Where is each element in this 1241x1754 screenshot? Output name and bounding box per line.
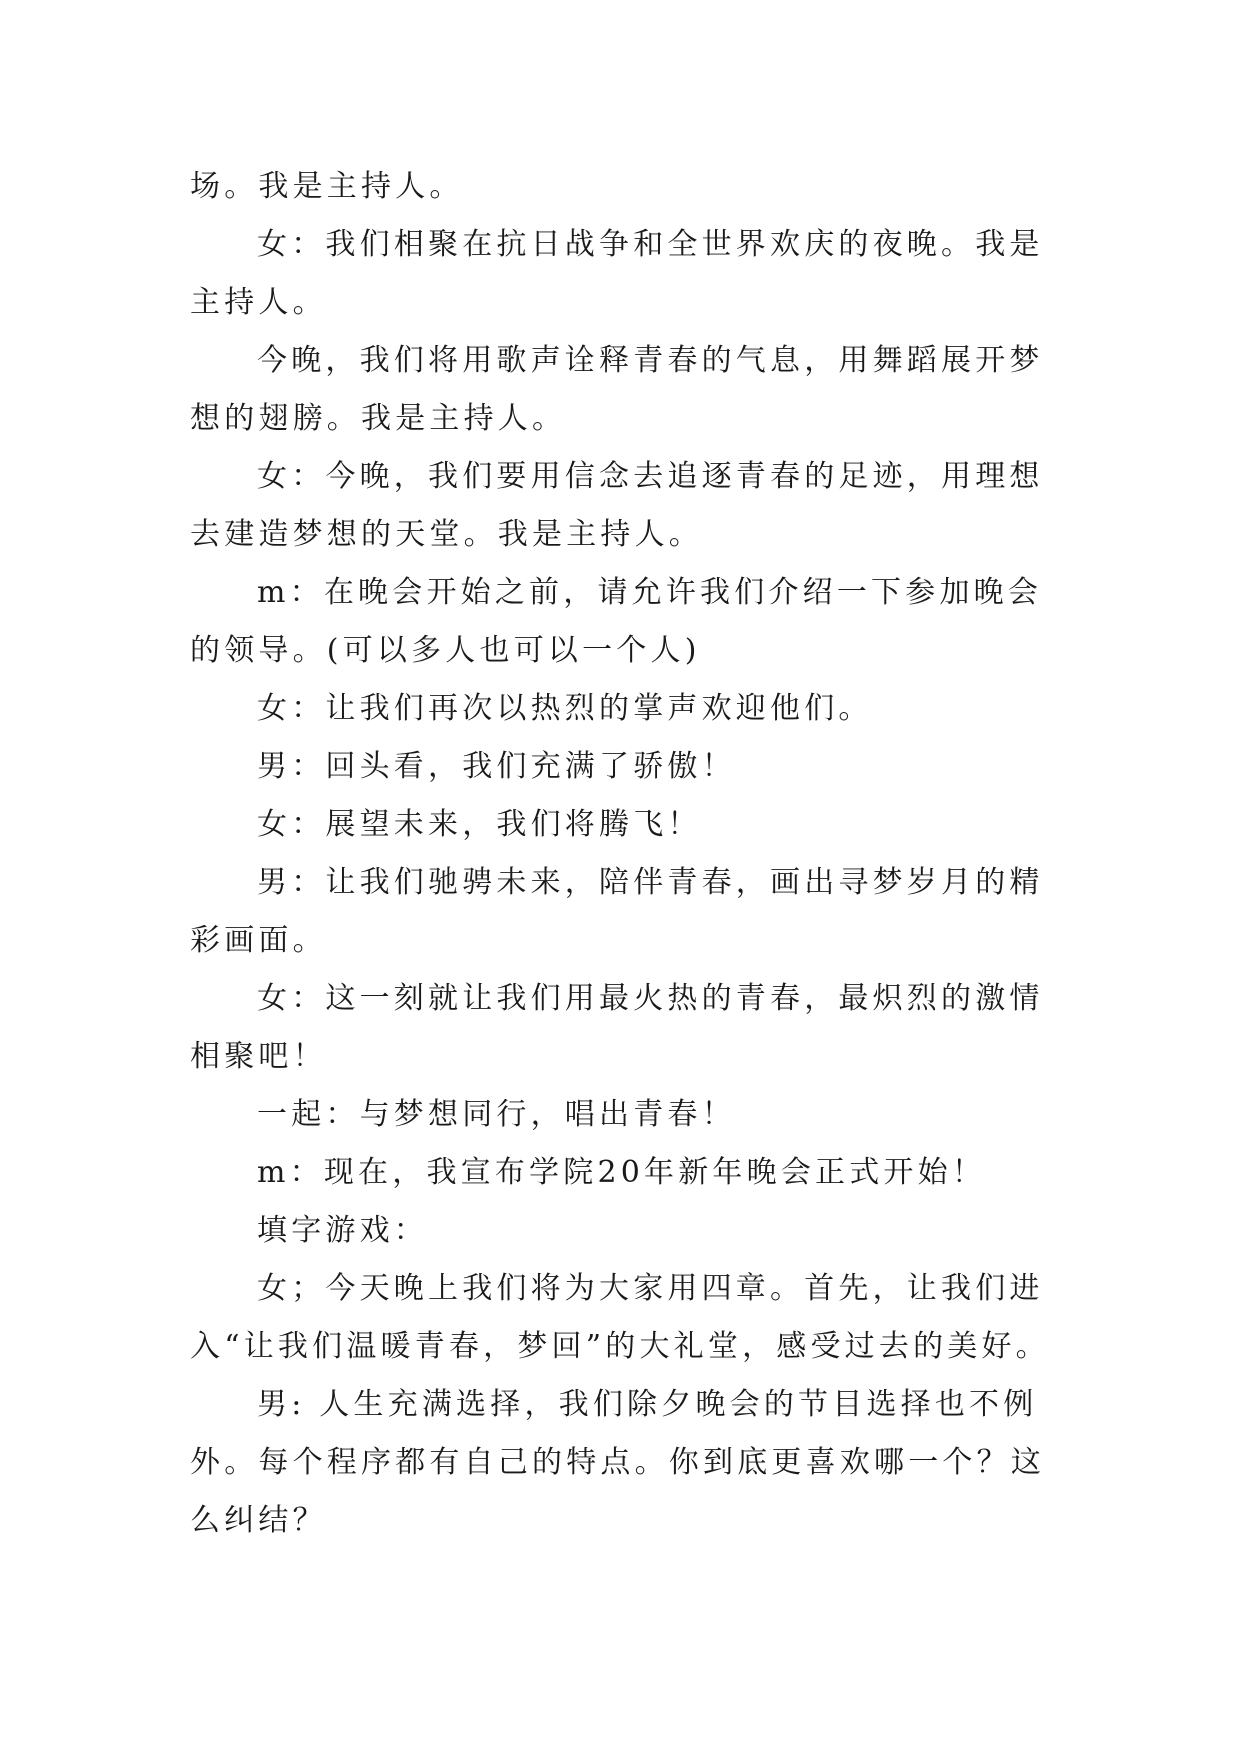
paragraph-2: 女：我们相聚在抗日战争和全世界欢庆的夜晚。我是主持人。 [190,227,1044,320]
paragraph-15: 男: 人生充满选择，我们除夕晚会的节目选择也不例外。每个程序都有自己的特点。你到底更喜欢哪一个？这么纠结？ [190,1387,1045,1538]
paragraph-7: 男：回头看，我们充满了骄傲！ [257,749,736,784]
paragraph-11: 一起：与梦想同行，唱出青春！ [257,1097,736,1132]
paragraph-3: 今晚，我们将用歌声诠释青春的气息，用舞蹈展开梦想的翅膀。我是主持人。 [190,343,1044,436]
paragraph-6: 女：让我们再次以热烈的掌声欢迎他们。 [257,691,873,726]
document-page [190,158,1050,1550]
paragraph-8: 女：展望未来，我们将腾飞！ [257,807,702,842]
paragraph-12: m：现在，我宣布学院20年新年晚会正式开始！ [257,1155,987,1190]
paragraph-13: 填字游戏： [257,1213,428,1248]
paragraph-1: 场。我是主持人。 [190,169,464,204]
paragraph-14: 女；今天晚上我们将为大家用四章。首先，让我们进入“让我们温暖青春，梦回”的大礼堂，感受过去的美好。 [190,1271,1050,1364]
paragraph-10: 女：这一刻就让我们用最火热的青春，最炽烈的激情相聚吧！ [190,981,1044,1074]
paragraph-9: 男：让我们驰骋未来，陪伴青春，画出寻梦岁月的精彩画面。 [190,865,1044,958]
paragraph-4: 女：今晚，我们要用信念去追逐青春的足迹，用理想去建造梦想的天堂。我是主持人。 [190,459,1044,552]
paragraph-5: m：在晚会开始之前，请允许我们介绍一下参加晚会的领导。(可以多人也可以一个人) [190,575,1043,668]
